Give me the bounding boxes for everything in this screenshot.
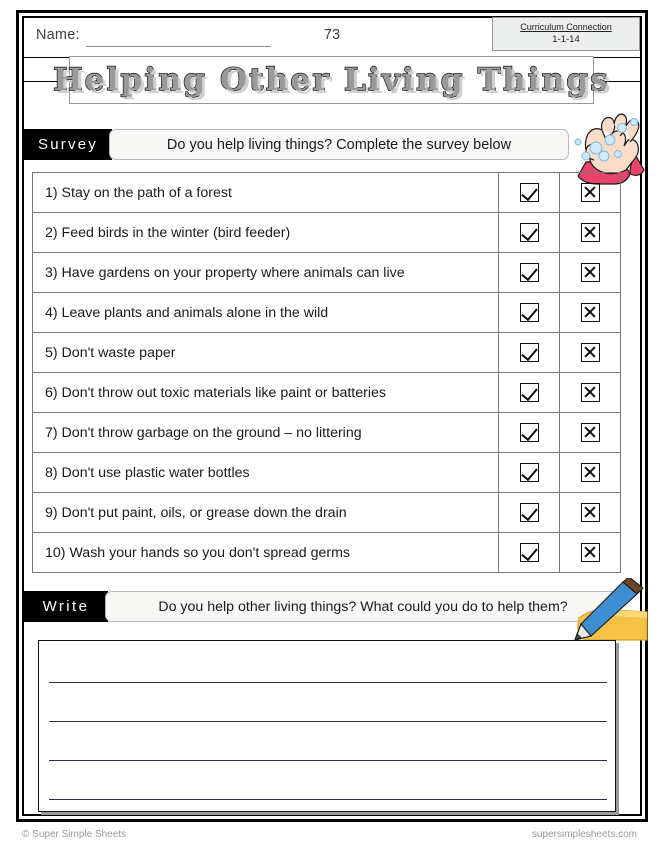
survey-no-cell[interactable] [560,493,621,533]
survey-item-text: 7) Don't throw garbage on the ground – no littering [33,413,499,453]
checkbox-checked-icon[interactable] [520,383,539,402]
survey-prompt: Do you help living things? Complete the survey below [109,129,569,160]
survey-yes-cell[interactable] [499,493,560,533]
checkbox-x-icon[interactable] [581,503,600,522]
write-line[interactable] [49,682,607,683]
write-line[interactable] [49,721,607,722]
checkbox-checked-icon[interactable] [520,463,539,482]
table-row [33,213,621,253]
checkbox-x-icon[interactable] [581,183,600,202]
name-write-line[interactable] [86,46,271,47]
survey-table [32,172,621,573]
survey-no-cell[interactable] [560,333,621,373]
curriculum-code: 1-1-14 [552,33,580,45]
survey-no-cell[interactable] [560,533,621,573]
write-line[interactable] [49,760,607,761]
survey-no-cell[interactable] [560,293,621,333]
footer-copyright: © Super Simple Sheets [22,829,127,840]
survey-item-text: 1) Stay on the path of a forest [33,173,499,213]
survey-item-text: 9) Don't put paint, oils, or grease down the drain [33,493,499,533]
checkbox-checked-icon[interactable] [520,543,539,562]
checkbox-x-icon[interactable] [581,223,600,242]
survey-no-cell[interactable] [560,413,621,453]
checkbox-x-icon[interactable] [581,543,600,562]
write-prompt: Do you help other living things? What could you do to help them? [105,591,621,622]
write-section-header [24,591,640,622]
survey-yes-cell[interactable] [499,173,560,213]
curriculum-connection-box [492,17,640,51]
survey-yes-cell[interactable] [499,253,560,293]
table-row [33,453,621,493]
write-line[interactable] [49,799,607,800]
page-number: 73 [323,27,341,43]
survey-item-text: 10) Wash your hands so you don't spread germs [33,533,499,573]
checkbox-x-icon[interactable] [581,383,600,402]
survey-item-text: 6) Don't throw out toxic materials like paint or batteries [33,373,499,413]
worksheet-header [24,18,640,58]
checkbox-checked-icon[interactable] [520,183,539,202]
survey-yes-cell[interactable] [499,533,560,573]
survey-no-cell[interactable] [560,173,621,213]
table-row [33,253,621,293]
survey-no-cell[interactable] [560,453,621,493]
footer-website: supersimplesheets.com [531,829,637,840]
survey-yes-cell[interactable] [499,333,560,373]
page-title: Helping Other Living Things [53,62,610,98]
curriculum-title: Curriculum Connection [520,22,612,33]
checkbox-x-icon[interactable] [581,423,600,442]
table-row [33,173,621,213]
title-band [24,58,640,105]
checkbox-checked-icon[interactable] [520,343,539,362]
checkbox-checked-icon[interactable] [520,303,539,322]
survey-no-cell[interactable] [560,253,621,293]
title-box [53,56,610,104]
survey-yes-cell[interactable] [499,413,560,453]
checkbox-x-icon[interactable] [581,263,600,282]
survey-section-header [24,129,640,160]
survey-table-body [33,173,621,573]
survey-no-cell[interactable] [560,213,621,253]
checkbox-checked-icon[interactable] [520,503,539,522]
survey-tag-label: Survey [24,129,112,160]
survey-yes-cell[interactable] [499,373,560,413]
checkbox-x-icon[interactable] [581,303,600,322]
write-answer-box[interactable] [38,640,616,812]
table-row [33,493,621,533]
survey-yes-cell[interactable] [499,293,560,333]
checkbox-checked-icon[interactable] [520,423,539,442]
table-row [33,333,621,373]
survey-item-text: 5) Don't waste paper [33,333,499,373]
table-row [33,413,621,453]
survey-yes-cell[interactable] [499,453,560,493]
table-row [33,293,621,333]
survey-item-text: 3) Have gardens on your property where animals can live [33,253,499,293]
survey-item-text: 8) Don't use plastic water bottles [33,453,499,493]
survey-item-text: 4) Leave plants and animals alone in the wild [33,293,499,333]
survey-no-cell[interactable] [560,373,621,413]
table-row [33,533,621,573]
write-tag-label: Write [24,591,108,622]
name-label: Name: [36,27,80,43]
checkbox-x-icon[interactable] [581,343,600,362]
survey-item-text: 2) Feed birds in the winter (bird feeder) [33,213,499,253]
table-row [33,373,621,413]
survey-yes-cell[interactable] [499,213,560,253]
checkbox-checked-icon[interactable] [520,223,539,242]
checkbox-checked-icon[interactable] [520,263,539,282]
checkbox-x-icon[interactable] [581,463,600,482]
